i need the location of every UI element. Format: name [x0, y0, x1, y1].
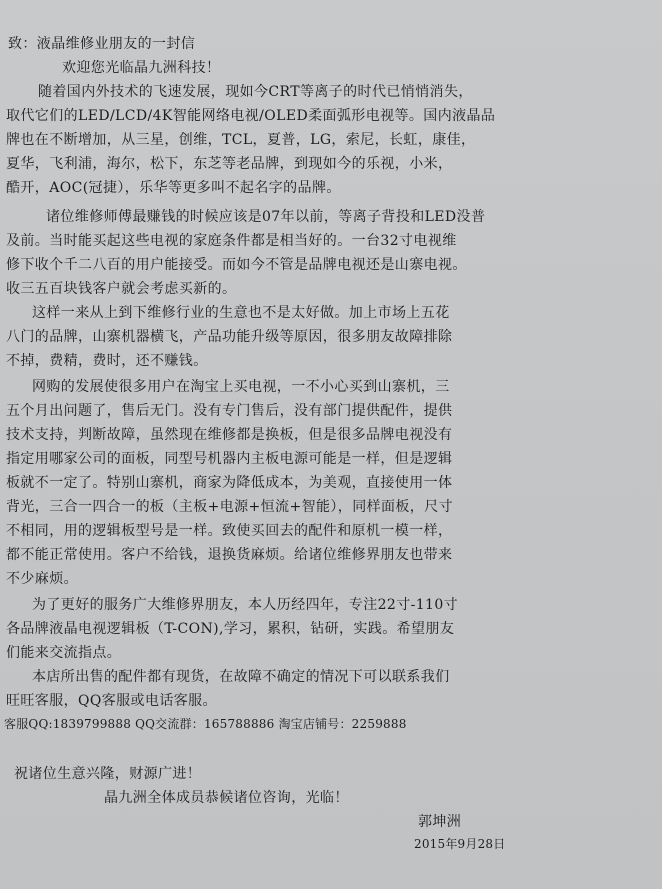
body-line-16: 指定用哪家公司的面板，同型号机器内主板电源可能是一样，但是逻辑 [6, 451, 453, 467]
letter-welcome: 欢迎您光临晶九洲科技！ [62, 60, 221, 76]
letter-date: 2015年9月28日 [414, 837, 506, 851]
body-line-9: 收三五百块钱客户就会考虑买新的。 [6, 281, 237, 297]
body-line-21: 不少麻烦。 [6, 571, 78, 587]
body-line-8: 修下收个千二八百的用户能接受。而如今不管是品牌电视还是山寨电视。 [6, 257, 467, 273]
body-line-20: 都不能正常使用。客户不给钱，退换货麻烦。给诸位维修界朋友也带来 [6, 547, 453, 563]
body-line-11: 八门的品牌，山寨机器横飞，产品功能升级等原因，很多朋友故障排除 [6, 329, 453, 345]
body-line-14: 五个月出问题了，售后无门。没有专门售后，没有部门提供配件，提供 [6, 403, 453, 419]
body-line-22: 为了更好的服务广大维修界朋友，本人历经四年，专注22寸-110寸 [32, 597, 459, 613]
letter-closing: 晶九洲全体成员恭候诸位咨询，光临！ [104, 790, 349, 806]
body-line-6: 诸位维修师傅最赚钱的时候应该是07年以前，等离子背投和LED没普 [46, 209, 486, 225]
body-line-4: 夏华，飞利浦，海尔，松下，东芝等老品牌，到现如今的乐视，小米， [6, 156, 453, 172]
body-line-1: 随着国内外技术的飞速发展，现如今CRT等离子的时代已悄悄消失， [38, 84, 473, 100]
body-line-26: 旺旺客服，QQ客服或电话客服。 [6, 693, 217, 709]
body-line-19: 不相同，用的逻辑板型号是一样。致使买回去的配件和原机一模一样， [6, 523, 453, 539]
body-line-15: 技术支持，判断故障，虽然现在维修都是换板，但是很多品牌电视没有 [6, 427, 453, 443]
contact-info: 客服QQ:1839799888 QQ交流群：165788886 淘宝店铺号：2259888 [4, 717, 407, 731]
body-line-7: 及前。当时能买起这些电视的家庭条件都是相当好的。一台32寸电视维 [6, 233, 457, 249]
body-line-3: 牌也在不断增加，从三星，创维，TCL，夏普，LG，索尼，长虹，康佳， [6, 132, 476, 148]
body-line-2: 取代它们的LED/LCD/4K智能网络电视/OLED柔面弧形电视等。国内液晶品 [6, 108, 496, 124]
body-line-25: 本店所出售的配件都有现货，在故障不确定的情况下可以联系我们 [32, 669, 450, 685]
body-line-13: 网购的发展使很多用户在淘宝上买电视，一不小心买到山寨机，三 [32, 379, 450, 395]
body-line-18: 背光，三合一四合一的板（主板+电源+恒流+智能），同样面板，尺寸 [6, 499, 453, 515]
letter-signature: 郭坤洲 [418, 814, 462, 830]
body-line-12: 不掉，费精，费时，还不赚钱。 [6, 353, 208, 369]
letter-salutation: 致：液晶维修业朋友的一封信 [8, 36, 196, 52]
letter-blessing: 祝诸位生意兴隆，财源广进！ [14, 766, 202, 782]
body-line-17: 板就不一定了。特别山寨机，商家为降低成本，为美观，直接使用一体 [6, 475, 453, 491]
body-line-23: 各品牌液晶电视逻辑板（T-CON),学习，累积，钻研，实践。希望朋友 [6, 621, 455, 637]
body-line-5: 酷开，AOC(冠捷），乐华等更多叫不起名字的品牌。 [6, 180, 341, 196]
body-line-24: 们能来交流指点。 [6, 645, 122, 661]
body-line-10: 这样一来从上到下维修行业的生意也不是太好做。加上市场上五花 [32, 305, 450, 321]
